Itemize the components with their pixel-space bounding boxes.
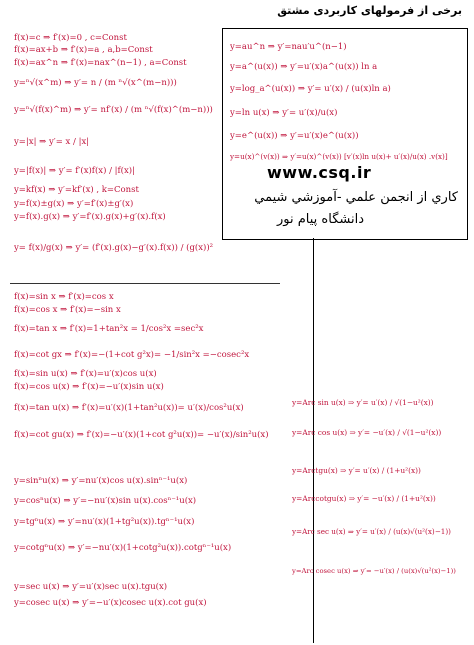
formula-tan-u: f(x)=tan u(x) ⇒ f′(x)=u′(x)(1+tan²u(x))= u′(x)/cos²u(x): [14, 403, 244, 413]
formula-root-f: y=ⁿ√(f(x)^m) ⇒ y′= nf′(x) / (m ⁿ√(f(x)^(m−n))): [14, 105, 213, 115]
formula-a-exp: y=a^(u(x)) ⇒ y′=u′(x)a^(u(x)) ln a: [230, 62, 378, 72]
formula-product: y=f(x).g(x) ⇒ y′=f′(x).g(x)+g′(x).f(x): [14, 212, 166, 222]
formula-arccotg: y=Arccotgu(x) ⇒ y′= −u′(x) / (1+u²(x)): [292, 494, 436, 503]
formula-sin-n: y=sinⁿu(x) ⇒ y′=nu′(x)cos u(x).sinⁿ⁻¹u(x): [14, 476, 188, 486]
column-divider: [313, 238, 314, 643]
page-title: برخی از فرمولهای کاربردی مشتق: [277, 4, 462, 17]
formula-constant: f(x)=c ⇒ f′(x)=0 , c=Const: [14, 33, 127, 43]
formula-e-exp: y=e^(u(x)) ⇒ y′=u′(x)e^(u(x)): [230, 131, 359, 141]
section-divider: [10, 283, 280, 284]
formula-root-x: y=ⁿ√(x^m) ⇒ y′= n / (m ⁿ√(x^(m−n))): [14, 78, 177, 88]
credit-line-2: دانشگاه پيام نور: [277, 212, 364, 227]
formula-cot: f(x)=cot gx ⇒ f′(x)=−(1+cot g²x)= −1/sin²x =−cosec²x: [14, 350, 250, 360]
formula-sec-u: y=sec u(x) ⇒ y′=u′(x)sec u(x).tgu(x): [14, 582, 168, 592]
formula-arccos: y=Arc cos u(x) ⇒ y′= −u′(x) / √(1−u²(x)): [292, 428, 442, 437]
formula-cosec-u: y=cosec u(x) ⇒ y′=−u′(x)cosec u(x).cot gu(x): [14, 598, 207, 608]
formula-sin-u: f(x)=sin u(x) ⇒ f′(x)=u′(x)cos u(x): [14, 369, 157, 379]
formula-cos-n: y=cosⁿu(x) ⇒ y′=−nu′(x)sin u(x).cosⁿ⁻¹u(x): [14, 496, 197, 506]
formula-cotg-n: y=cotgⁿu(x) ⇒ y′=−nu′(x)(1+cotg²u(x)).cotgⁿ⁻¹u(x): [14, 543, 232, 553]
formula-arcsin: y=Arc sin u(x) ⇒ y′= u′(x) / √(1−u²(x)): [292, 398, 434, 407]
formula-quotient: y= f(x)/g(x) ⇒ y′= (f′(x).g(x)−g′(x).f(x)) / (g(x))²: [14, 243, 214, 253]
formula-cot-u: f(x)=cot gu(x) ⇒ f′(x)=−u′(x)(1+cot g²u(x))= −u′(x)/sin²u(x): [14, 430, 269, 440]
formula-tan: f(x)=tan x ⇒ f′(x)=1+tan²x = 1/cos²x =sec²x: [14, 324, 204, 334]
formula-u-pow-v: y=u(x)^(v(x)) ⇒ y′=u(x)^(v(x)) [v′(x)ln u(x)+ u′(x)/u(x) .v(x)]: [230, 152, 448, 161]
formula-abs-f: y=|f(x)| ⇒ y′= f′(x)f(x) / |f(x)|: [14, 166, 135, 176]
formula-sum: y=f(x)±g(x) ⇒ y′=f′(x)±g′(x): [14, 199, 134, 209]
formula-ln: y=ln u(x) ⇒ y′= u′(x)/u(x): [230, 108, 338, 118]
formula-tg-n: y=tgⁿu(x) ⇒ y′=nu′(x)(1+tg²u(x)).tgⁿ⁻¹u(x): [14, 517, 195, 527]
formula-au-n: y=au^n ⇒ y′=nau′u^(n−1): [230, 42, 347, 52]
formula-arcsec: y=Arc sec u(x) ⇒ y′= u′(x) / (u(x)√(u²(x)−1)): [292, 527, 451, 536]
formula-sin: f(x)=sin x ⇒ f′(x)=cos x: [14, 292, 114, 302]
formula-linear: f(x)=ax+b ⇒ f′(x)=a , a,b=Const: [14, 45, 153, 55]
formula-arccosec: y=Arc cosec u(x) ⇒ y′= −u′(x) / (u(x)√(u²(x)−1)): [292, 567, 456, 575]
formula-constant-multiple: y=kf(x) ⇒ y′=kf′(x) , k=Const: [14, 185, 139, 195]
formula-cos: f(x)=cos x ⇒ f′(x)=−sin x: [14, 305, 121, 315]
formula-abs-x: y=|x| ⇒ y′= x / |x|: [14, 137, 90, 147]
site-url: www.csq.ir: [267, 163, 372, 182]
credit-line-1: کاري از انجمن علمي -آموزشي شيمي: [254, 190, 458, 205]
formula-power: f(x)=ax^n ⇒ f′(x)=nax^(n−1) , a=Const: [14, 58, 187, 68]
formula-log-a: y=log_a^(u(x)) ⇒ y′= u′(x) / (u(x)ln a): [230, 84, 391, 94]
formula-arctg: y=Arctgu(x) ⇒ y′= u′(x) / (1+u²(x)): [292, 466, 421, 475]
formula-cos-u: f(x)=cos u(x) ⇒ f′(x)=−u′(x)sin u(x): [14, 382, 164, 392]
